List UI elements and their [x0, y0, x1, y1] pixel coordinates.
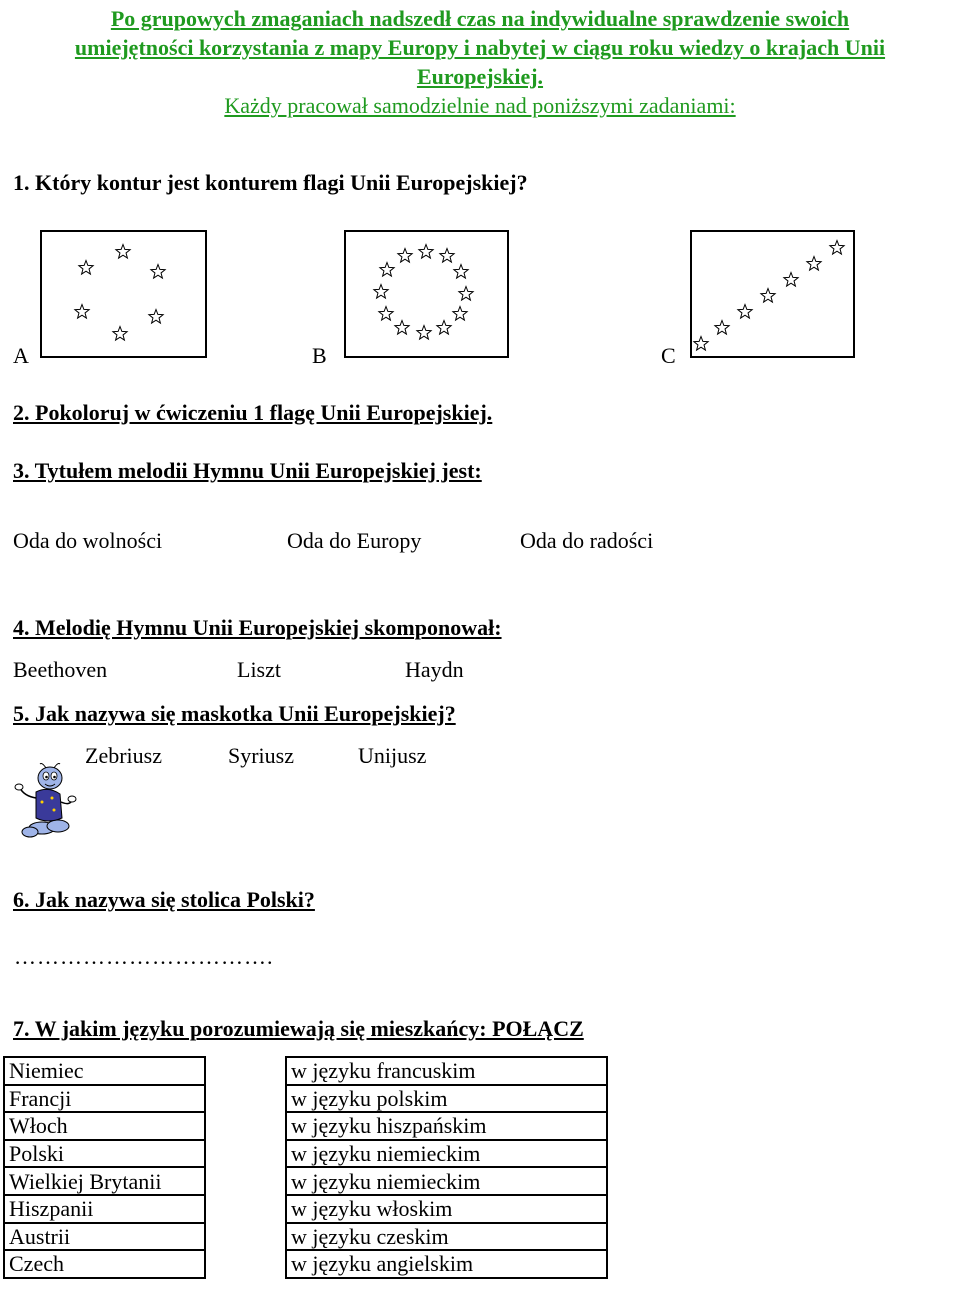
language-cell[interactable]: w języku włoskim [286, 1195, 607, 1223]
country-cell[interactable]: Włoch [4, 1112, 205, 1140]
intro-line-1: Po grupowych zmaganiach nadszedł czas na indywidualne sprawdzenie swoich [110, 6, 850, 31]
question-4: 4. Melodię Hymnu Unii Europejskiej skomponował: [13, 615, 502, 640]
star-icon [694, 337, 708, 351]
flag-outline-c[interactable] [690, 230, 856, 358]
label-a: A [13, 343, 29, 368]
language-cell[interactable]: w języku francuskim [286, 1057, 607, 1085]
star-icon [113, 327, 127, 341]
country-cell[interactable]: Wielkiej Brytanii [4, 1167, 205, 1195]
option-liszt[interactable]: Liszt [237, 657, 281, 682]
star-icon [151, 265, 165, 279]
flag-outline-b[interactable] [344, 230, 510, 358]
star-icon [694, 241, 844, 351]
country-cell[interactable]: Austrii [4, 1223, 205, 1251]
intro-line-2: umiejętności korzystania z mapy Europy i nabytej w ciągu roku wiedzy o krajach Unii [74, 35, 886, 60]
label-c: C [661, 343, 676, 368]
star-icon [374, 285, 388, 299]
language-cell[interactable]: w języku czeskim [286, 1223, 607, 1251]
country-cell[interactable]: Czech [4, 1250, 205, 1278]
option-oda-do-europy[interactable]: Oda do Europy [287, 528, 422, 553]
star-icon [398, 249, 412, 263]
languages-table [285, 1056, 608, 1279]
caterpillar-mascot-icon [12, 762, 78, 840]
star-icon [437, 321, 451, 335]
star-icon [453, 307, 467, 321]
language-cell[interactable]: w języku niemieckim [286, 1167, 607, 1195]
intro-line-3: Europejskiej. [416, 64, 544, 89]
star-icon [417, 326, 431, 340]
option-haydn[interactable]: Haydn [405, 657, 464, 682]
question-2: 2. Pokoloruj w ćwiczeniu 1 flagę Unii Europejskiej. [13, 400, 493, 425]
star-icon [459, 287, 473, 301]
option-zebriusz[interactable]: Zebriusz [85, 743, 162, 768]
star-icon [149, 310, 163, 324]
intro-heading [0, 4, 960, 120]
star-icon [75, 305, 89, 319]
star-icon [807, 257, 821, 271]
star-icon [761, 289, 775, 303]
option-syriusz[interactable]: Syriusz [228, 743, 294, 768]
language-cell[interactable]: w języku niemieckim [286, 1140, 607, 1168]
question-7: 7. W jakim języku porozumiewają się mieszkańcy: POŁĄCZ [13, 1016, 584, 1041]
star-icon [116, 245, 130, 259]
star-icon [715, 321, 729, 335]
question-1: 1. Który kontur jest konturem flagi Unii Europejskiej? [13, 170, 528, 195]
answer-line[interactable]: ……………………………. [14, 944, 274, 969]
star-icon [454, 265, 468, 279]
star-icon [79, 261, 93, 275]
star-icon [395, 321, 409, 335]
countries-table [3, 1056, 206, 1279]
language-cell[interactable]: w języku angielskim [286, 1250, 607, 1278]
country-cell[interactable]: Niemiec [4, 1057, 205, 1085]
star-icon [374, 245, 473, 340]
star-icon [440, 249, 454, 263]
star-icon [379, 307, 393, 321]
label-b: B [312, 343, 327, 368]
intro-line-4: Każdy pracował samodzielnie nad poniższymi zadaniami: [224, 93, 736, 118]
star-icon [75, 245, 165, 341]
country-cell[interactable]: Polski [4, 1140, 205, 1168]
option-oda-do-wolnosci[interactable]: Oda do wolności [13, 528, 163, 553]
star-icon [830, 241, 844, 255]
star-icon [419, 245, 433, 259]
language-cell[interactable]: w języku hiszpańskim [286, 1112, 607, 1140]
star-icon [738, 305, 752, 319]
option-unijusz[interactable]: Unijusz [358, 743, 427, 768]
option-beethoven[interactable]: Beethoven [13, 657, 108, 682]
language-cell[interactable]: w języku polskim [286, 1085, 607, 1113]
star-icon [784, 273, 798, 287]
question-6: 6. Jak nazywa się stolica Polski? [13, 887, 315, 912]
star-icon [380, 263, 394, 277]
question-3: 3. Tytułem melodii Hymnu Unii Europejskiej jest: [13, 458, 482, 483]
question-5: 5. Jak nazywa się maskotka Unii Europejskiej? [13, 701, 456, 726]
country-cell[interactable]: Hiszpanii [4, 1195, 205, 1223]
option-oda-do-radosci[interactable]: Oda do radości [520, 528, 654, 553]
country-cell[interactable]: Francji [4, 1085, 205, 1113]
flag-outline-a[interactable] [40, 230, 208, 358]
